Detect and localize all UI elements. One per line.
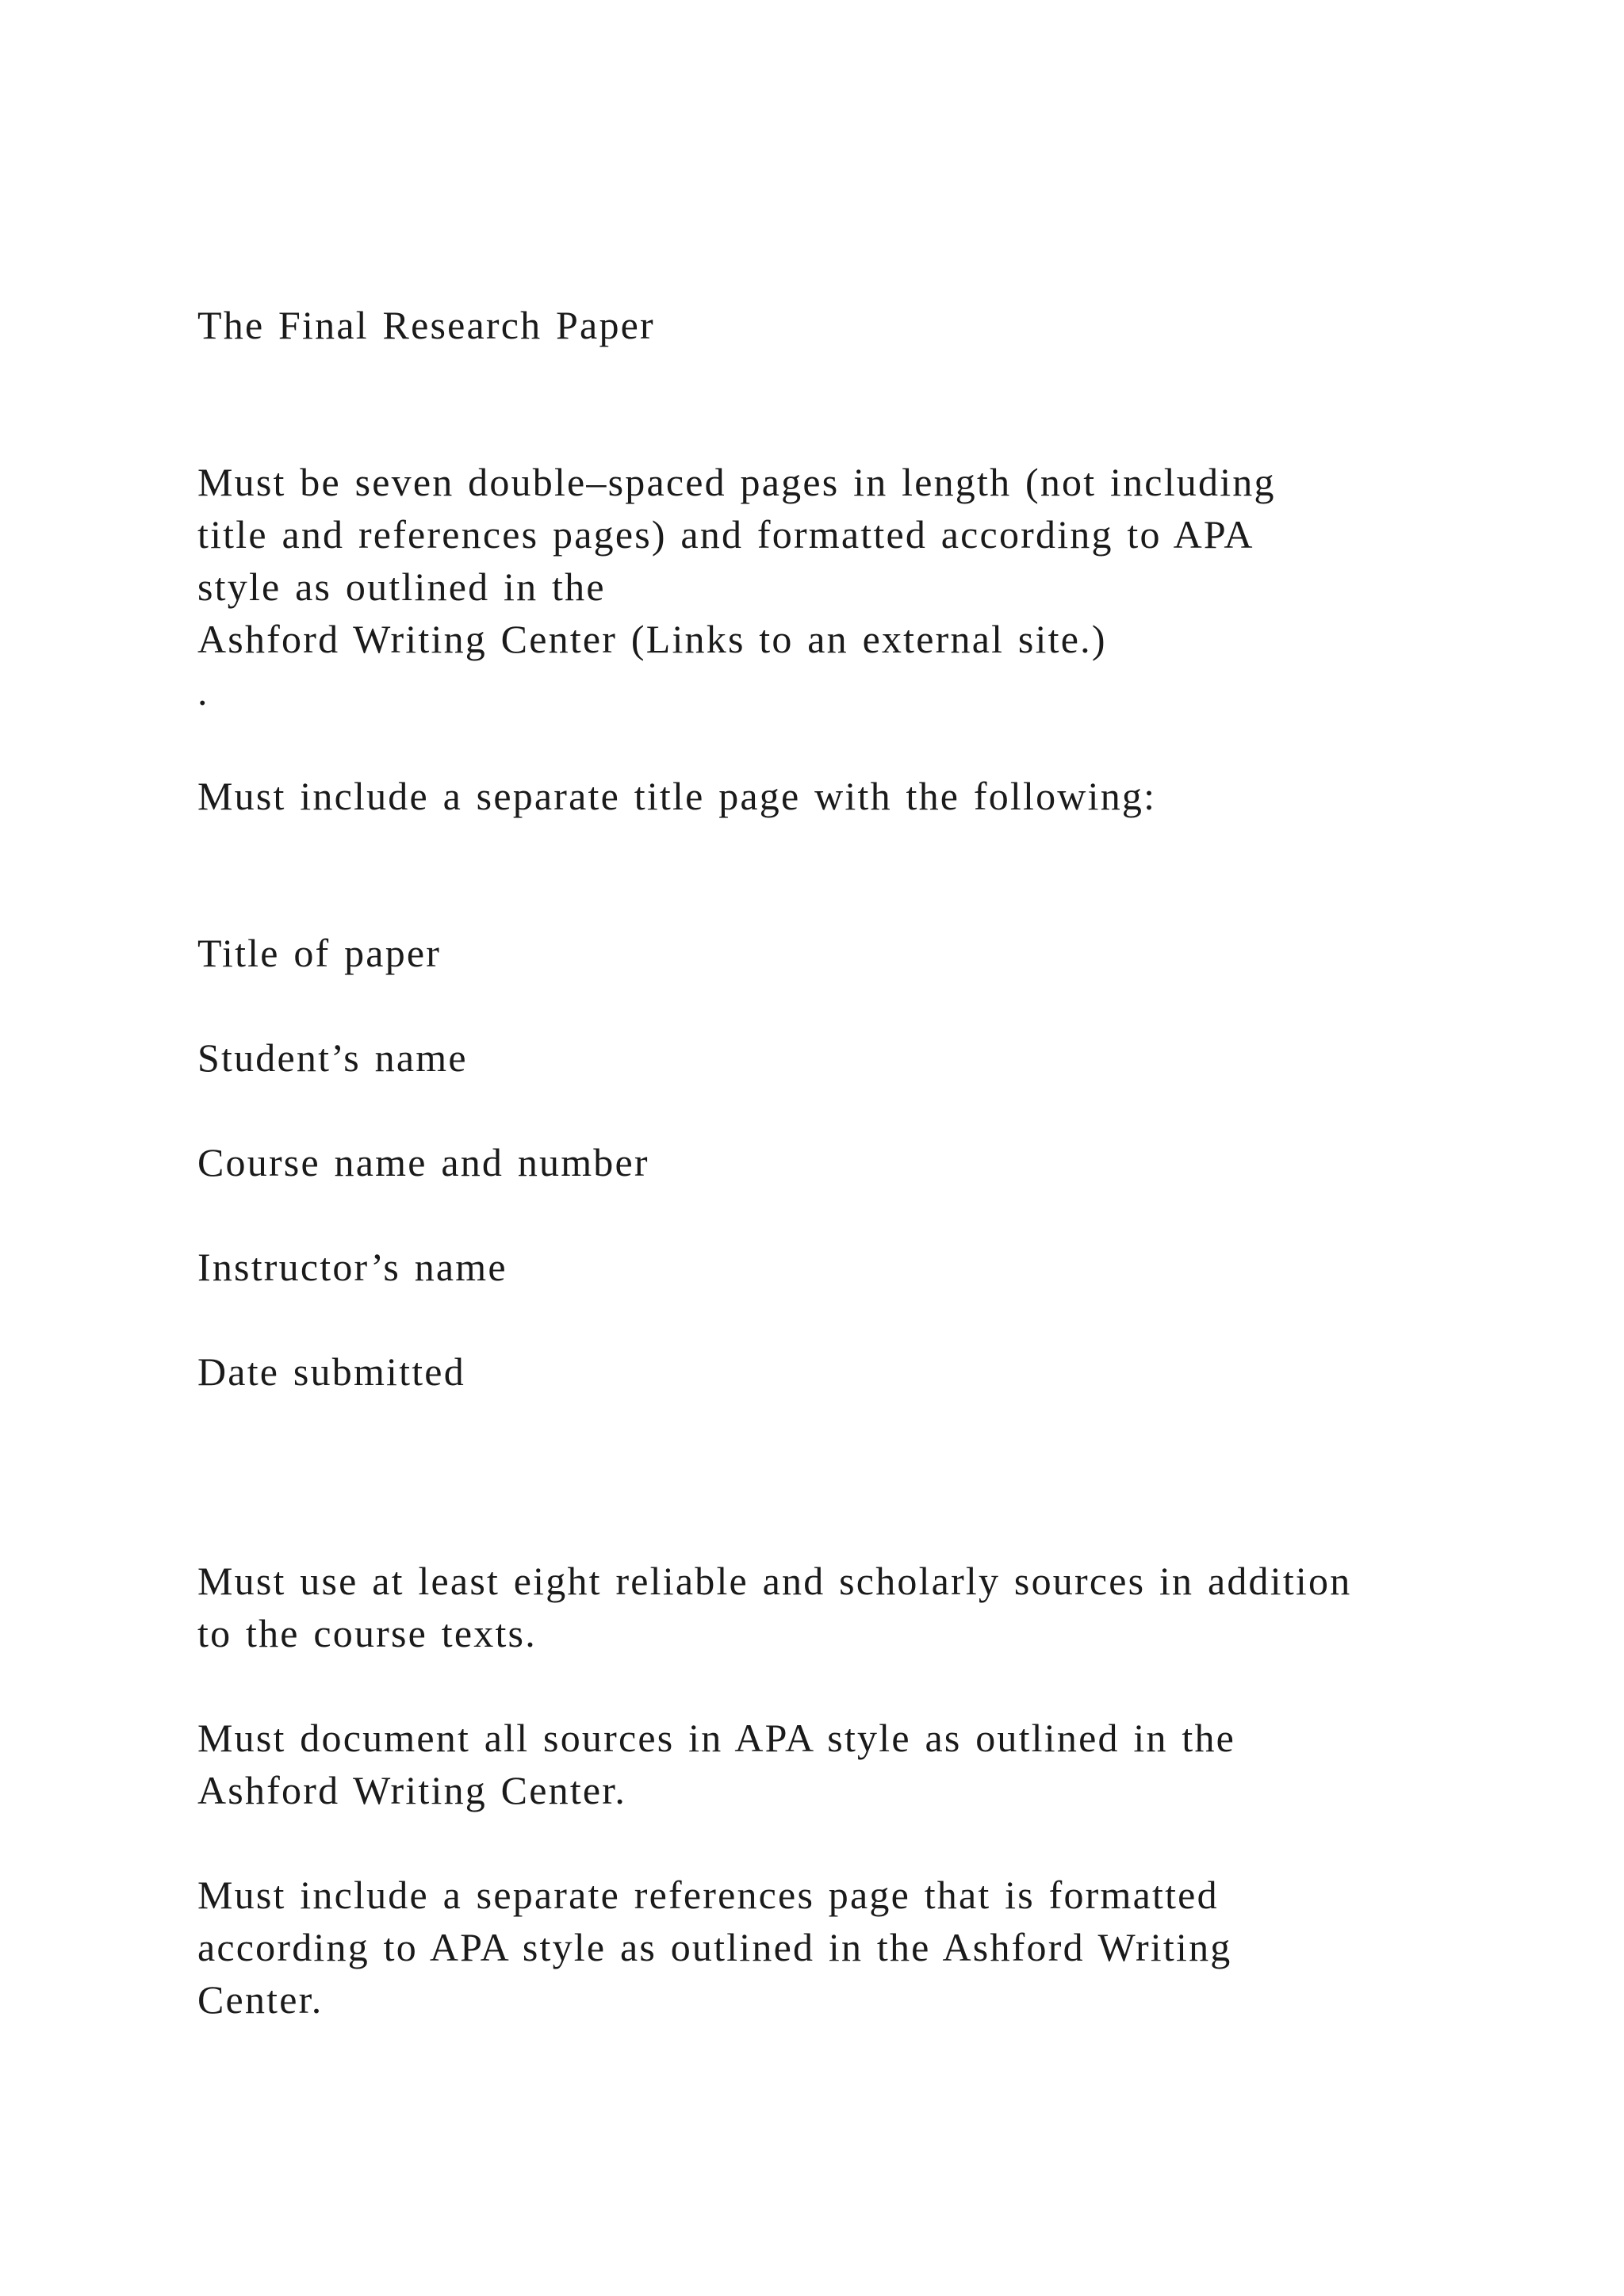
paragraph-references-line-1: Must include a separate references page that is formatted (197, 1873, 1219, 1917)
list-item-course-name: Course name and number (197, 1140, 649, 1184)
list-item-instructor-name: Instructor’s name (197, 1245, 508, 1289)
paragraph-length-line-5: . (197, 669, 209, 714)
paragraph-document-line-1: Must document all sources in APA style as outlined in the (197, 1716, 1236, 1760)
paragraph-references-line-2: according to APA style as outlined in the Ashford Writing (197, 1925, 1232, 1969)
paragraph-sources-line-1: Must use at least eight reliable and scholarly sources in addition (197, 1559, 1352, 1603)
list-item-student-name: Student’s name (197, 1035, 468, 1080)
paragraph-document-line-2: Ashford Writing Center. (197, 1768, 627, 1812)
list-item-title-of-paper: Title of paper (197, 931, 442, 975)
paragraph-length-line-1: Must be seven double–spaced pages in length (not including (197, 460, 1276, 504)
paragraph-length-line-2: title and references pages) and formatted according to APA (197, 512, 1254, 557)
paragraph-length-line-3: style as outlined in the (197, 564, 606, 609)
list-item-date-submitted: Date submitted (197, 1349, 465, 1394)
title-page-intro: Must include a separate title page with the following: (197, 774, 1157, 818)
paragraph-sources-line-2: to the course texts. (197, 1611, 537, 1655)
document-title: The Final Research Paper (197, 303, 655, 347)
paragraph-references-line-3: Center. (197, 1977, 324, 2022)
writing-center-link[interactable]: Ashford Writing Center (Links to an external site.) (197, 617, 1107, 661)
